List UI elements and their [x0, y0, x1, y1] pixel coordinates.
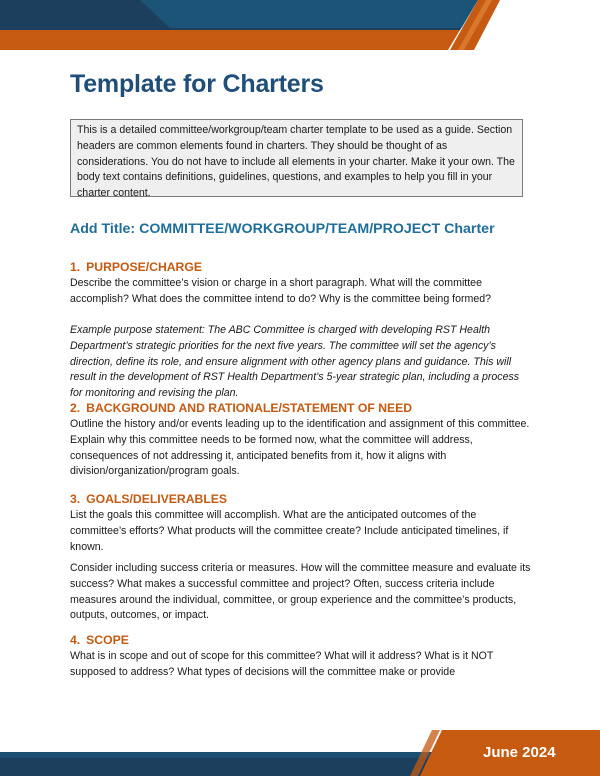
section-number: 2.	[70, 401, 81, 415]
section-number: 4.	[70, 633, 81, 647]
section-title: SCOPE	[86, 633, 129, 647]
section-title: GOALS/DELIVERABLES	[86, 492, 228, 506]
section-title: BACKGROUND AND RATIONALE/STATEMENT OF NEED	[86, 401, 413, 415]
section-heading-purpose	[70, 260, 202, 274]
intro-note-box: This is a detailed committee/workgroup/team charter template to be used as a guide. Section headers are common elements found in charters. They should be thought of as considerations. You do not have to include all elements in your charter. Make it your own. The body text contains definitions, guidelines, questions, and examples to help you fill in your charter content.	[70, 119, 523, 197]
section-paragraph: List the goals this committee will accomplish. What are the anticipated outcomes of the committee’s efforts? What products will the committee create? Include anticipated timelines, if known.	[70, 509, 509, 553]
section-heading-scope	[70, 633, 129, 647]
header-banner	[0, 0, 600, 52]
section-number: 3.	[70, 492, 81, 506]
section-heading-background	[70, 401, 412, 415]
charter-title-heading: Add Title: COMMITTEE/WORKGROUP/TEAM/PROJECT Charter	[70, 221, 495, 237]
section-paragraph: Outline the history and/or events leading up to the identification and assignment of this committee. Explain why this committee needs to be formed now, what the committee will address, consequences of not addressing it, anticipated benefits from it, how it aligns with division/organization/program goals.	[70, 418, 530, 478]
page-title: Template for Charters	[70, 70, 324, 98]
section-paragraph: Consider including success criteria or measures. How will the committee measure and evaluate its success? What makes a successful committee and project? Often, success criteria include measures around the individual, committee, or group experience and the committee’s products, outputs, outcomes, or impact.	[70, 562, 531, 622]
section-heading-goals	[70, 492, 227, 506]
section-number: 1.	[70, 260, 81, 274]
example-statement: Example purpose statement: The ABC Committee is charged with developing RST Health Department’s strategic priorities for the next five years. The committee will set the agency’s direction, define its role, and ensure alignment with other agency plans and guidance. This will result in the development of RST Health Department’s 5-year strategic plan, including a process for monitoring and revising the plan.	[70, 324, 520, 400]
footer-date: June 2024	[483, 744, 556, 761]
section-title: PURPOSE/CHARGE	[86, 260, 202, 274]
section-paragraph: What is in scope and out of scope for this committee? What will it address? What is it NOT supposed to address? What types of decisions will the committee make or provide	[70, 650, 494, 678]
section-paragraph: Describe the committee’s vision or charge in a short paragraph. What will the committee accomplish? What does the committee intend to do? Why is the committee being formed?	[70, 277, 492, 305]
